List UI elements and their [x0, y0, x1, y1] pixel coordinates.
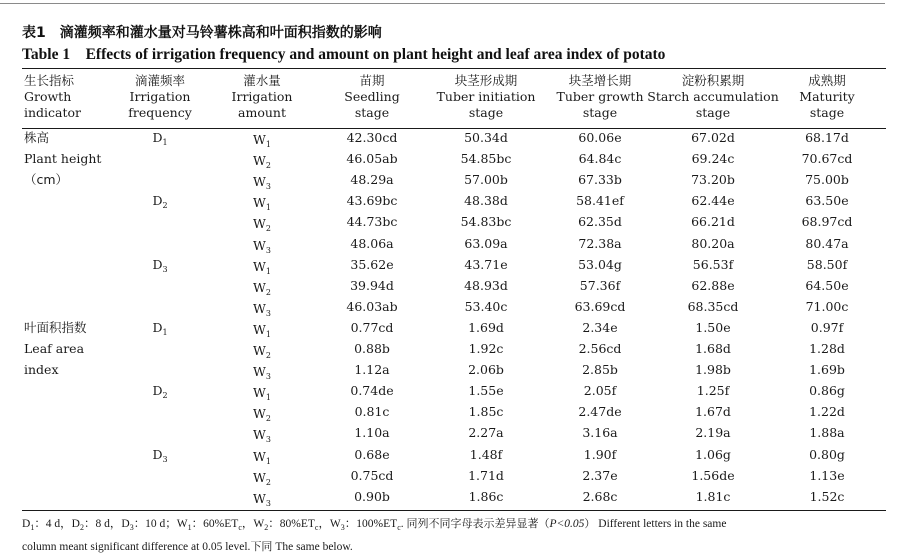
footnote-line-1 — [22, 514, 888, 537]
table-cell: 80.47a — [805, 235, 849, 251]
footnote-cn-same: 下同 — [250, 540, 273, 553]
column-header-cn: 成熟期 — [808, 73, 846, 88]
column-header-en: Starch accumulation — [647, 89, 779, 104]
amount-label: $W_3$ — [253, 427, 271, 445]
column-header-4 — [437, 73, 536, 121]
table-cell: 1.86c — [468, 488, 504, 504]
frequency-label: $D_3$ — [152, 256, 168, 274]
table-cell: 62.88e — [691, 277, 735, 293]
footnote-p-value: P<0.05 — [549, 518, 585, 530]
table-cell: 1.55e — [468, 383, 504, 399]
table-cell: 48.29a — [350, 172, 394, 188]
column-header-en: stage — [468, 105, 504, 120]
table-cell: 2.47de — [578, 404, 622, 420]
column-header-en: Tuber growth — [556, 89, 644, 104]
table-cell: 2.05f — [583, 383, 617, 399]
table-cell: 60.06e — [578, 130, 622, 145]
amount-label: $W_2$ — [253, 469, 271, 487]
table-cell: 35.62e — [350, 256, 394, 272]
table-title-cn: 表1 滴灌频率和灌水量对马铃薯株高和叶面积指数的影响 — [22, 25, 382, 41]
column-header-1 — [128, 73, 192, 121]
column-header-cn: 淀粉积累期 — [681, 73, 745, 88]
footnote-line-2 — [22, 537, 888, 557]
table-cell: 72.38a — [578, 235, 622, 251]
column-header-en: frequency — [128, 105, 192, 120]
column-header-en: Growth — [24, 89, 72, 104]
table-cell: 54.85bc — [460, 151, 512, 167]
table-cell: 0.88b — [354, 341, 390, 356]
table-cell: 64.84c — [578, 151, 622, 167]
table-cell: 1.81c — [695, 488, 731, 504]
column-header-en: amount — [238, 105, 286, 120]
table-cell: 57.00b — [464, 172, 508, 188]
table-cell: 2.34e — [582, 319, 618, 335]
table-cell: 46.05ab — [346, 151, 398, 167]
table-cell: 58.50f — [806, 256, 848, 272]
table-cell: 2.56cd — [578, 341, 622, 356]
table-cell: 1.48f — [469, 446, 503, 462]
table-cell: 70.67cd — [801, 151, 853, 167]
frequency-label: $D_1$ — [152, 319, 168, 337]
indicator-label: Leaf area — [24, 341, 85, 356]
amount-label: $W_3$ — [253, 174, 271, 192]
indicator-label: 株高 — [24, 130, 50, 145]
table-cell: 71.00c — [805, 298, 849, 314]
table-cell: 2.27a — [468, 425, 504, 441]
table-cell: 48.06a — [350, 235, 394, 251]
table-cell: 68.97cd — [801, 214, 853, 230]
table-cell: 1.69d — [468, 319, 504, 335]
footnote-cn-close: ） — [584, 517, 596, 530]
table-cell: 1.52c — [809, 488, 845, 504]
table-cell: 1.92c — [468, 341, 504, 356]
table-cell: 0.86g — [809, 383, 845, 399]
table-cell: 48.93d — [464, 277, 508, 293]
table-cell: 1.28d — [809, 341, 845, 356]
frequency-label: $D_2$ — [152, 383, 168, 401]
footnote-en-sig-cont: column meant significant difference at 0.05 level. — [22, 541, 251, 553]
amount-label: $W_3$ — [253, 237, 271, 255]
table-cell: 1.90f — [583, 446, 617, 462]
table-cell: 0.68e — [354, 446, 390, 462]
indicator-label: 叶面积指数 — [24, 319, 87, 335]
table-cell: 1.69b — [809, 362, 845, 378]
column-header-cn: 灌水量 — [243, 73, 281, 88]
column-header-en: Irrigation — [231, 89, 293, 104]
table-cell: 63.09a — [464, 235, 508, 251]
table-cell: 1.25f — [696, 383, 730, 399]
table-bottom-rule — [22, 510, 886, 511]
table-cell: 2.37e — [582, 467, 618, 483]
table-cell: 1.68d — [695, 341, 731, 356]
table-cell: 58.41ef — [576, 193, 624, 209]
table-cell: 53.40c — [464, 298, 508, 314]
column-header-cn: 苗期 — [359, 73, 385, 88]
table-cell: 46.03ab — [346, 298, 398, 314]
footnote-en-sig: Different letters in the same — [598, 518, 727, 530]
table-cell: 3.16a — [582, 425, 618, 441]
table-header-rule — [22, 128, 886, 129]
table-cell: 73.20b — [691, 172, 735, 188]
column-header-en: stage — [582, 105, 618, 120]
amount-label: $W_2$ — [253, 406, 271, 424]
amount-label: $W_2$ — [253, 343, 271, 360]
table-cell: 1.85c — [468, 404, 504, 420]
table-cell: 0.90b — [354, 488, 390, 504]
table-footnote — [22, 514, 888, 557]
column-header-en: Irrigation — [129, 89, 191, 104]
table-cell: 1.71d — [468, 467, 504, 483]
footnote-abbreviations: $D_1$：4 d，$D_2$：8 d，$D_3$：10 d；$W_1$：$60\%ET_c$，$W_2$：$80\%ET_c$，$W_3$：$100\%ET_c$. — [22, 518, 404, 532]
column-header-cn: 块茎增长期 — [568, 73, 632, 88]
column-header-en: Seedling — [344, 89, 400, 104]
amount-label: $W_2$ — [253, 279, 271, 297]
table-cell: 1.22d — [809, 404, 845, 420]
column-header-5 — [556, 73, 643, 121]
table-cell: 63.50e — [805, 193, 849, 209]
column-header-2 — [232, 73, 293, 121]
table-cell: 1.56de — [691, 467, 735, 483]
frequency-label: $D_3$ — [152, 446, 168, 464]
table-cell: 62.44e — [691, 193, 735, 209]
column-header-3 — [344, 73, 399, 121]
frequency-label: $D_1$ — [152, 130, 168, 147]
table-cell: 1.12a — [354, 362, 390, 378]
table-cell: 69.24c — [691, 151, 735, 167]
column-header-6 — [647, 73, 779, 121]
amount-label: $W_1$ — [253, 448, 271, 466]
column-header-en: stage — [809, 105, 845, 120]
indicator-label: （cm） — [24, 172, 69, 188]
table-cell: 50.34d — [464, 130, 508, 145]
table-cell: 39.94d — [350, 277, 394, 293]
column-header-cn: 块茎形成期 — [454, 73, 518, 88]
amount-label: $W_1$ — [253, 321, 271, 339]
table-cell: 75.00b — [805, 172, 849, 188]
table-cell: 66.21d — [691, 214, 735, 230]
table-cell: 1.67d — [695, 404, 731, 420]
indicator-label: index — [24, 362, 59, 378]
table-cell: 63.69cd — [574, 298, 626, 314]
amount-label: $W_1$ — [253, 132, 271, 149]
table-cell: 1.50e — [695, 319, 731, 335]
table-cell: 2.19a — [695, 425, 731, 441]
column-header-en: stage — [354, 105, 390, 120]
amount-label: $W_3$ — [253, 364, 271, 382]
column-header-en: stage — [695, 105, 731, 120]
table-cell: 43.69bc — [346, 193, 398, 209]
table-cell: 44.73bc — [346, 214, 398, 230]
table-cell: 68.17d — [805, 130, 849, 145]
table-cell: 2.06b — [468, 362, 504, 378]
footnote-same-below: The same below. — [275, 541, 353, 553]
table-cell: 0.81c — [354, 404, 390, 420]
column-header-7 — [799, 73, 854, 121]
table-cell: 80.20a — [691, 235, 735, 251]
table-cell: 67.02d — [691, 130, 735, 145]
column-header-cn: 滴灌频率 — [134, 73, 185, 88]
table-cell: 68.35cd — [687, 298, 739, 314]
table-cell: 1.13e — [809, 467, 845, 483]
table-cell: 42.30cd — [346, 130, 398, 145]
table-cell: 67.33b — [578, 172, 622, 188]
table-cell: 62.35d — [578, 214, 622, 230]
amount-label: $W_1$ — [253, 195, 271, 213]
column-header-en: Maturity — [799, 89, 855, 104]
amount-label: $W_2$ — [253, 216, 271, 234]
table-title-en: Table 1 Effects of irrigation frequency and amount on plant height and leaf area index of potato — [22, 46, 666, 63]
column-header-0 — [24, 73, 81, 121]
amount-label: $W_3$ — [253, 490, 271, 508]
table-cell: 0.74de — [350, 383, 394, 399]
table-cell: 48.38d — [464, 193, 508, 209]
frequency-label: $D_2$ — [152, 193, 168, 211]
table-cell: 53.04g — [578, 256, 622, 272]
column-header-cn: 生长指标 — [24, 73, 75, 88]
table-cell: 1.88a — [809, 425, 845, 441]
table-cell: 64.50e — [805, 277, 849, 293]
table-cell: 56.53f — [692, 256, 734, 272]
table-cell: 0.97f — [810, 319, 844, 335]
table-cell: 43.71e — [464, 256, 508, 272]
amount-label: $W_2$ — [253, 153, 271, 171]
table-cell: 57.36f — [579, 277, 621, 293]
page-top-border — [0, 3, 885, 4]
amount-label: $W_1$ — [253, 385, 271, 403]
column-header-en: indicator — [24, 105, 82, 120]
table-cell: 1.98b — [695, 362, 731, 378]
table-cell: 0.77cd — [350, 319, 394, 335]
table-cell: 54.83bc — [460, 214, 512, 230]
table-cell: 2.85b — [582, 362, 618, 378]
table-cell: 0.80g — [809, 446, 845, 462]
amount-label: $W_1$ — [253, 258, 271, 276]
table-top-rule — [22, 68, 886, 69]
table-cell: 1.10a — [354, 425, 390, 441]
table-cell: 1.06g — [695, 446, 731, 462]
column-header-en: Tuber initiation — [436, 89, 536, 104]
table-cell: 0.75cd — [350, 467, 394, 483]
table-cell: 2.68c — [582, 488, 618, 504]
indicator-label: Plant height — [24, 151, 102, 167]
footnote-cn-sig: 同列不同字母表示差异显著（ — [406, 517, 550, 530]
amount-label: $W_3$ — [253, 300, 271, 318]
